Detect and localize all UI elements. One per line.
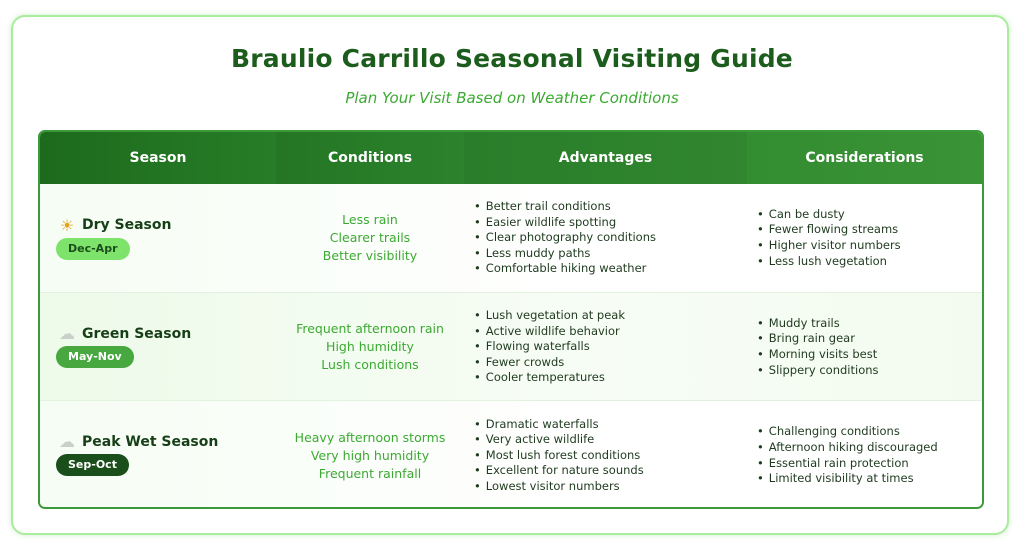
advantage-item: • Cooler temperatures [474, 370, 754, 386]
column-header-advantages: Advantages [464, 132, 747, 184]
season-name: Peak Wet Season [82, 434, 219, 450]
months-badge: May-Nov [56, 346, 134, 368]
season-cell [56, 184, 276, 292]
season-name: Green Season [82, 326, 192, 342]
season-table [38, 130, 984, 509]
column-header-conditions: Conditions [276, 132, 464, 184]
consideration-item: • Less lush vegetation [757, 254, 977, 270]
table-header [40, 132, 982, 184]
considerations-list [757, 184, 977, 292]
condition-item: Lush conditions [321, 357, 419, 372]
consideration-item: • Bring rain gear [757, 331, 977, 347]
advantage-item: • Most lush forest conditions [474, 448, 754, 464]
consideration-item: • Challenging conditions [757, 424, 977, 440]
months-badge: Dec-Apr [56, 238, 130, 260]
consideration-item: • Muddy trails [757, 316, 977, 332]
advantage-item: • Clear photography conditions [474, 230, 754, 246]
advantage-item: • Lowest visitor numbers [474, 479, 754, 495]
condition-item: Clearer trails [329, 230, 411, 245]
advantages-list [474, 293, 754, 401]
advantage-item: • Easier wildlife spotting [474, 215, 754, 231]
advantage-item: • Lush vegetation at peak [474, 308, 754, 324]
advantage-item: • Excellent for nature sounds [474, 463, 754, 479]
conditions-cell [276, 293, 464, 401]
advantages-list [474, 184, 754, 292]
condition-item: Very high humidity [310, 447, 430, 463]
consideration-item: • Afternoon hiking discouraged [757, 440, 977, 456]
advantage-item: • Flowing waterfalls [474, 339, 754, 355]
condition-item: Frequent rainfall [318, 465, 422, 481]
consideration-item: • Higher visitor numbers [757, 238, 977, 254]
consideration-item: • Morning visits best [757, 347, 977, 363]
advantage-item: • Very active wildlife [474, 432, 754, 448]
consideration-item: • Can be dusty [757, 207, 977, 223]
consideration-item: • Slippery conditions [757, 363, 977, 379]
page-subtitle: Plan Your Visit Based on Weather Conditions [345, 89, 679, 107]
column-header-season: Season [129, 150, 187, 166]
table-row [40, 292, 982, 401]
advantage-item: • Better trail conditions [474, 199, 754, 215]
season-name: Dry Season [82, 217, 172, 233]
sun-icon: ☀ [59, 216, 75, 235]
condition-item: Heavy afternoon storms [294, 429, 446, 445]
season-cell [56, 293, 276, 401]
consideration-item: • Essential rain protection [757, 456, 977, 472]
season-cell [56, 401, 276, 509]
table-row [40, 400, 982, 509]
advantage-item: • Comfortable hiking weather [474, 261, 754, 277]
advantage-item: • Fewer crowds [474, 355, 754, 371]
condition-item: Better visibility [322, 248, 418, 263]
advantages-list [474, 401, 754, 509]
page-title: Braulio Carrillo Seasonal Visiting Guide [231, 44, 793, 73]
rain-cloud-icon: ☁ [59, 324, 75, 343]
condition-item: Frequent afternoon rain [296, 321, 444, 336]
conditions-cell [276, 401, 464, 509]
considerations-list [757, 401, 977, 509]
advantage-item: • Active wildlife behavior [474, 324, 754, 340]
condition-item: Less rain [342, 212, 398, 227]
considerations-list [757, 293, 977, 401]
table-row [40, 184, 982, 292]
column-header-considerations: Considerations [747, 132, 982, 184]
months-badge: Sep-Oct [56, 454, 129, 476]
storm-cloud-icon: ☁ [59, 432, 75, 451]
conditions-cell [276, 184, 464, 292]
advantage-item: • Less muddy paths [474, 246, 754, 262]
consideration-item: • Fewer flowing streams [757, 222, 977, 238]
consideration-item: • Limited visibility at times [757, 471, 977, 487]
advantage-item: • Dramatic waterfalls [474, 417, 754, 433]
condition-item: High humidity [326, 339, 414, 354]
